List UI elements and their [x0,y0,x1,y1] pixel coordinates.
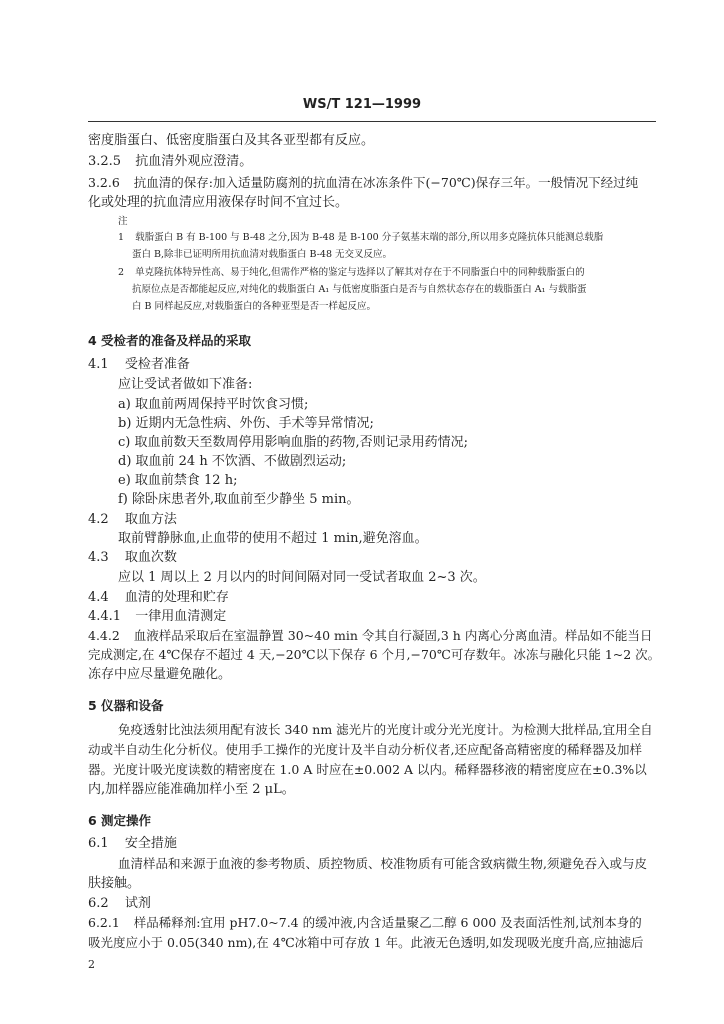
section-6-2 [88,896,151,912]
text-line: 完成测定,在 4℃保存不超过 4 天,−20℃以下保存 6 个月,−70℃可存数年。冰冻与融化只能 1~2 次。 [88,647,661,662]
text-line: 密度脂蛋白、低密度脂蛋白及其各亚型都有反应。 [88,133,375,148]
section-3-2-6 [88,175,638,191]
section-4-heading: 4 受检者的准备及样品的采取 [88,333,252,348]
note-text: 载脂蛋白 B 有 B-100 与 B-48 之分,因为 B-48 是 B-100 分子氨基末端的部分,所以用多克隆抗体只能测总载脂 [135,232,604,243]
page-number: 2 [88,958,95,971]
section-number: 4.4.1 [88,609,122,624]
section-number: 6.1 [88,836,109,851]
text-line: 动或半自动生化分析仪。使用手工操作的光度计及半自动分析仪者,还应配备高精密度的稀释器及加样 [88,742,642,757]
section-title: 取血方法 [124,512,177,527]
text-line: 免疫透射比浊法须用配有波长 340 nm 滤光片的光度计或分光光度计。为检测大批样品,宜用全自 [118,722,653,737]
section-number: 3.2.6 [88,175,120,190]
text-line: 血清样品和来源于血液的参考物质、质控物质、校准物质有可能含致病微生物,须避免吞入或与皮 [118,856,647,871]
section-4-3 [88,550,177,566]
section-4-1 [88,357,190,373]
section-text: 抗血清外观应澄清。 [135,154,253,169]
note-text: 单克隆抗体特异性高、易于纯化,但需作严格的鉴定与选择以了解其对存在于不同脂蛋白中的同种载脂蛋白的 [135,267,585,278]
section-3-2-5 [88,154,252,170]
header-rule [88,121,656,122]
note-label: 注 [118,216,128,227]
note-text: 蛋白 B,除非已证明所用抗血清对载脂蛋白 B-48 无交叉反应。 [132,249,393,260]
section-6-heading: 6 测定操作 [88,813,152,828]
section-title: 安全措施 [124,836,177,851]
section-title: 取血次数 [124,550,177,565]
section-title: 受检者准备 [124,357,190,372]
section-text: 血液样品采取后在室温静置 30~40 min 令其自行凝固,3 h 内离心分离血清。样品如不能当日 [133,628,653,643]
note-text: 白 B 同样起反应,对载脂蛋白的各种亚型是否一样起反应。 [132,301,377,312]
page-header: WS/T 121—1999 [302,97,422,112]
list-item: c) 取血前数天至数周停用影响血脂的药物,否则记录用药情况; [118,435,468,450]
section-number: 4.2 [88,512,109,527]
section-text: 抗血清的保存:加入适量防腐剂的抗血清在冰冻条件下(−70℃)保存三年。一般情况下经过纯 [133,175,639,190]
section-number: 4.4 [88,590,109,605]
section-4-2 [88,512,177,528]
note-1 [118,231,603,244]
section-number: 4.1 [88,357,109,372]
list-item: f) 除卧床患者外,取血前至少静坐 5 min。 [118,492,360,507]
section-number: 6.2.1 [88,915,120,930]
section-5-heading: 5 仪器和设备 [88,698,164,713]
section-4-4-2 [88,628,652,644]
note-text: 抗原位点是否都能起反应,对纯化的载脂蛋白 A₁ 与低密度脂蛋白是否与自然状态存在的载脂蛋白 A₁ 与载脂蛋 [132,284,587,295]
section-4-4 [88,590,229,606]
section-number: 4.3 [88,550,109,565]
section-text: 样品稀释剂:宜用 pH7.0~7.4 的缓冲液,内含适量聚乙二醇 6 000 及表面活性剂,试剂本身的 [133,915,642,930]
section-number: 3.2.5 [88,154,122,169]
list-item: d) 取血前 24 h 不饮酒、不做剧烈运动; [118,454,347,469]
section-6-2-1 [88,915,642,931]
note-2 [118,266,585,279]
text-line: 冻存中应尽量避免融化。 [88,667,232,682]
list-item: b) 近期内无急性病、外伤、手术等异常情况; [118,416,374,431]
list-item: e) 取血前禁食 12 h; [118,473,238,488]
text-line: 内,加样器应能准确加样小至 2 μL。 [88,782,295,797]
section-6-1 [88,836,177,852]
text-line: 吸光度应小于 0.05(340 nm),在 4℃冰箱中可存放 1 年。此液无色透明,如发现吸光度升高,应抽滤后 [88,935,644,950]
text-line: 取前臂静脉血,止血带的使用不超过 1 min,避免溶血。 [118,531,428,546]
section-title: 血清的处理和贮存 [124,590,229,605]
list-item: a) 取血前两周保持平时饮食习惯; [118,397,309,412]
text-line: 器。光度计吸光度读数的精密度在 1.0 A 时应在±0.002 A 以内。稀释器移液的精密度应在±0.3%以 [88,762,647,777]
note-number: 1 [118,232,125,243]
section-title: 试剂 [124,896,151,911]
section-4-4-1 [88,609,226,625]
text-line: 应让受试者做如下准备: [118,377,253,392]
section-number: 4.4.2 [88,628,120,643]
text-line: 化或处理的抗血清应用液保存时间不宜过长。 [88,195,349,210]
section-title: 一律用血清测定 [135,609,227,624]
text-line: 应以 1 周以上 2 月以内的时间间隔对同一受试者取血 2~3 次。 [118,570,486,585]
note-number: 2 [118,267,125,278]
text-line: 肤接触。 [88,876,141,891]
section-number: 6.2 [88,896,109,911]
